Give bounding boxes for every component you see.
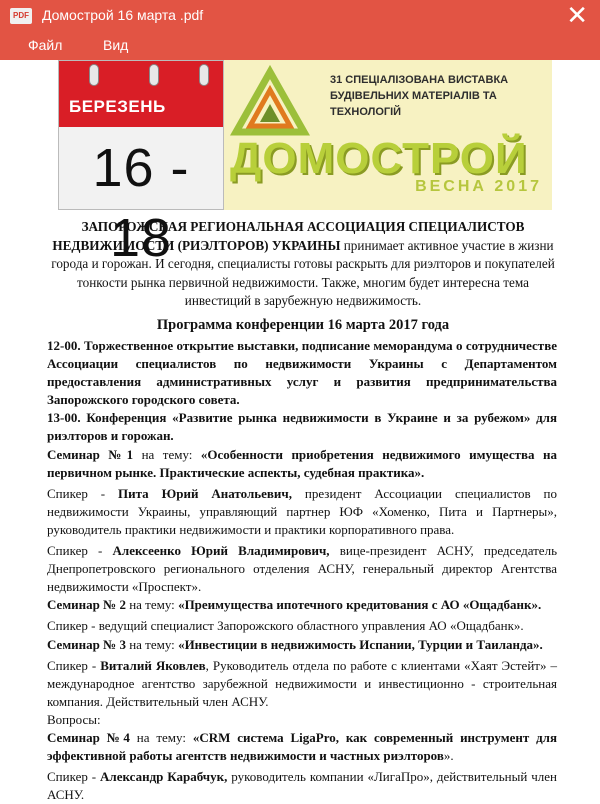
program-body [47, 337, 557, 804]
menu-file[interactable]: Файл [28, 37, 63, 53]
seminar-2: Семинар № 2 на тему: «Преимущества ипотечного кредитования с АО «Ощадбанк». [47, 597, 542, 613]
seminar-1: Семинар №1 на тему: «Особенности приобретения недвижимого имущества на первичном рынке. Практические аспекты, судебная практика». [47, 446, 557, 480]
expo-season: ВЕСНА 2017 [415, 178, 542, 195]
program-item: 13-00. Конференция «Развитие рынка недвижимости в Украине и за рубежом» для риэлторов и горожан. [47, 410, 557, 444]
seminar-2-speaker: Спикер - ведущий специалист Запорожского областного управления АО «Ощадбанк». [47, 618, 524, 634]
seminar-3-speaker: Спикер - Виталий Яковлев, Руководитель отдела по работе с клиентами «Хаят Эстейт» – международное агентство зарубежной недвижимости и инвестиционно - строительная компания. Действительный член АСНУ. [47, 657, 557, 709]
intro-paragraph: ЗАПОРОЖСКАЯ РЕГИОНАЛЬНАЯ АССОЦИАЦИЯ СПЕЦИАЛИСТОВ НЕДВИЖИМОСТИ (РИЭЛТОРОВ) УКРАИНЫ принимает активное участие в жизни города и горожан. И сегодня, специалисты готовы раскрыть для риэлторов и покупателей тонкости рынка первичной недвижимости. Также, многим будет интересна тема инвестиций в зарубежную недвижимость. [51, 219, 555, 308]
expo-brand: ДОМОСТРОЙ [230, 134, 528, 183]
seminar-4-speaker: Спикер - Александр Карабчук, руководитель компании «ЛигаПро», действительный член АСНУ. [47, 769, 557, 803]
calendar-graphic [58, 60, 224, 268]
pdf-file-icon: PDF [10, 8, 32, 24]
seminar-1-speaker-2: Спикер - Алексеенко Юрий Владимирович, вице-президент АСНУ, председатель Днепропетровского регионального отделения АСНУ, генеральный директор Агентства недвижимости «Проспект». [47, 543, 557, 595]
expo-banner [224, 60, 552, 210]
program-title: Программа конференции 16 марта 2017 года [156, 317, 450, 333]
close-icon[interactable]: ✕ [566, 0, 588, 30]
program-item: 12-00. Торжественное открытие выставки, подписание меморандума о сотрудничестве Ассоциации специалистов по недвижимости Украины с Департаментом предоставления административных услуг и развития предпринимательства Запорожского городского совета. [47, 338, 557, 408]
calendar-ring-icon [199, 64, 209, 86]
expo-subtitle: 31 СПЕЦІАЛІЗОВАНА ВИСТАВКА БУДІВЕЛЬНИХ МАТЕРІАЛІВ ТА ТЕХНОЛОГІЙ [330, 74, 509, 118]
document-title: Домострой 16 марта .pdf [42, 7, 204, 23]
calendar-days: 16 - 18 [92, 138, 190, 268]
app-bar [0, 0, 600, 60]
calendar-ring-icon [89, 64, 99, 86]
seminar-3: Семинар № 3 на тему: «Инвестиции в недвижимость Испании, Турции и Таиланда». [47, 636, 543, 652]
seminar-1-speaker: Спикер - Пита Юрий Анатольевич, президент Ассоциации специалистов по недвижимости Украины, управляющий партнер ЮФ «Хоменко, Пита и Партнеры», руководитель практики недвижимости и практики корпоративного права. [47, 485, 557, 537]
calendar-ring-icon [149, 64, 159, 86]
domostroy-logo-icon [234, 70, 306, 136]
seminar-4: Семинар №4 на тему: «CRM система LigaPro, как современный инструмент для эффективной работы агентств недвижимости и частных риэлторов». [47, 729, 557, 764]
calendar-month: БЕРЕЗЕНЬ [59, 61, 223, 127]
menu-view[interactable]: Вид [103, 37, 129, 53]
questions-label: Вопросы: [47, 711, 101, 727]
